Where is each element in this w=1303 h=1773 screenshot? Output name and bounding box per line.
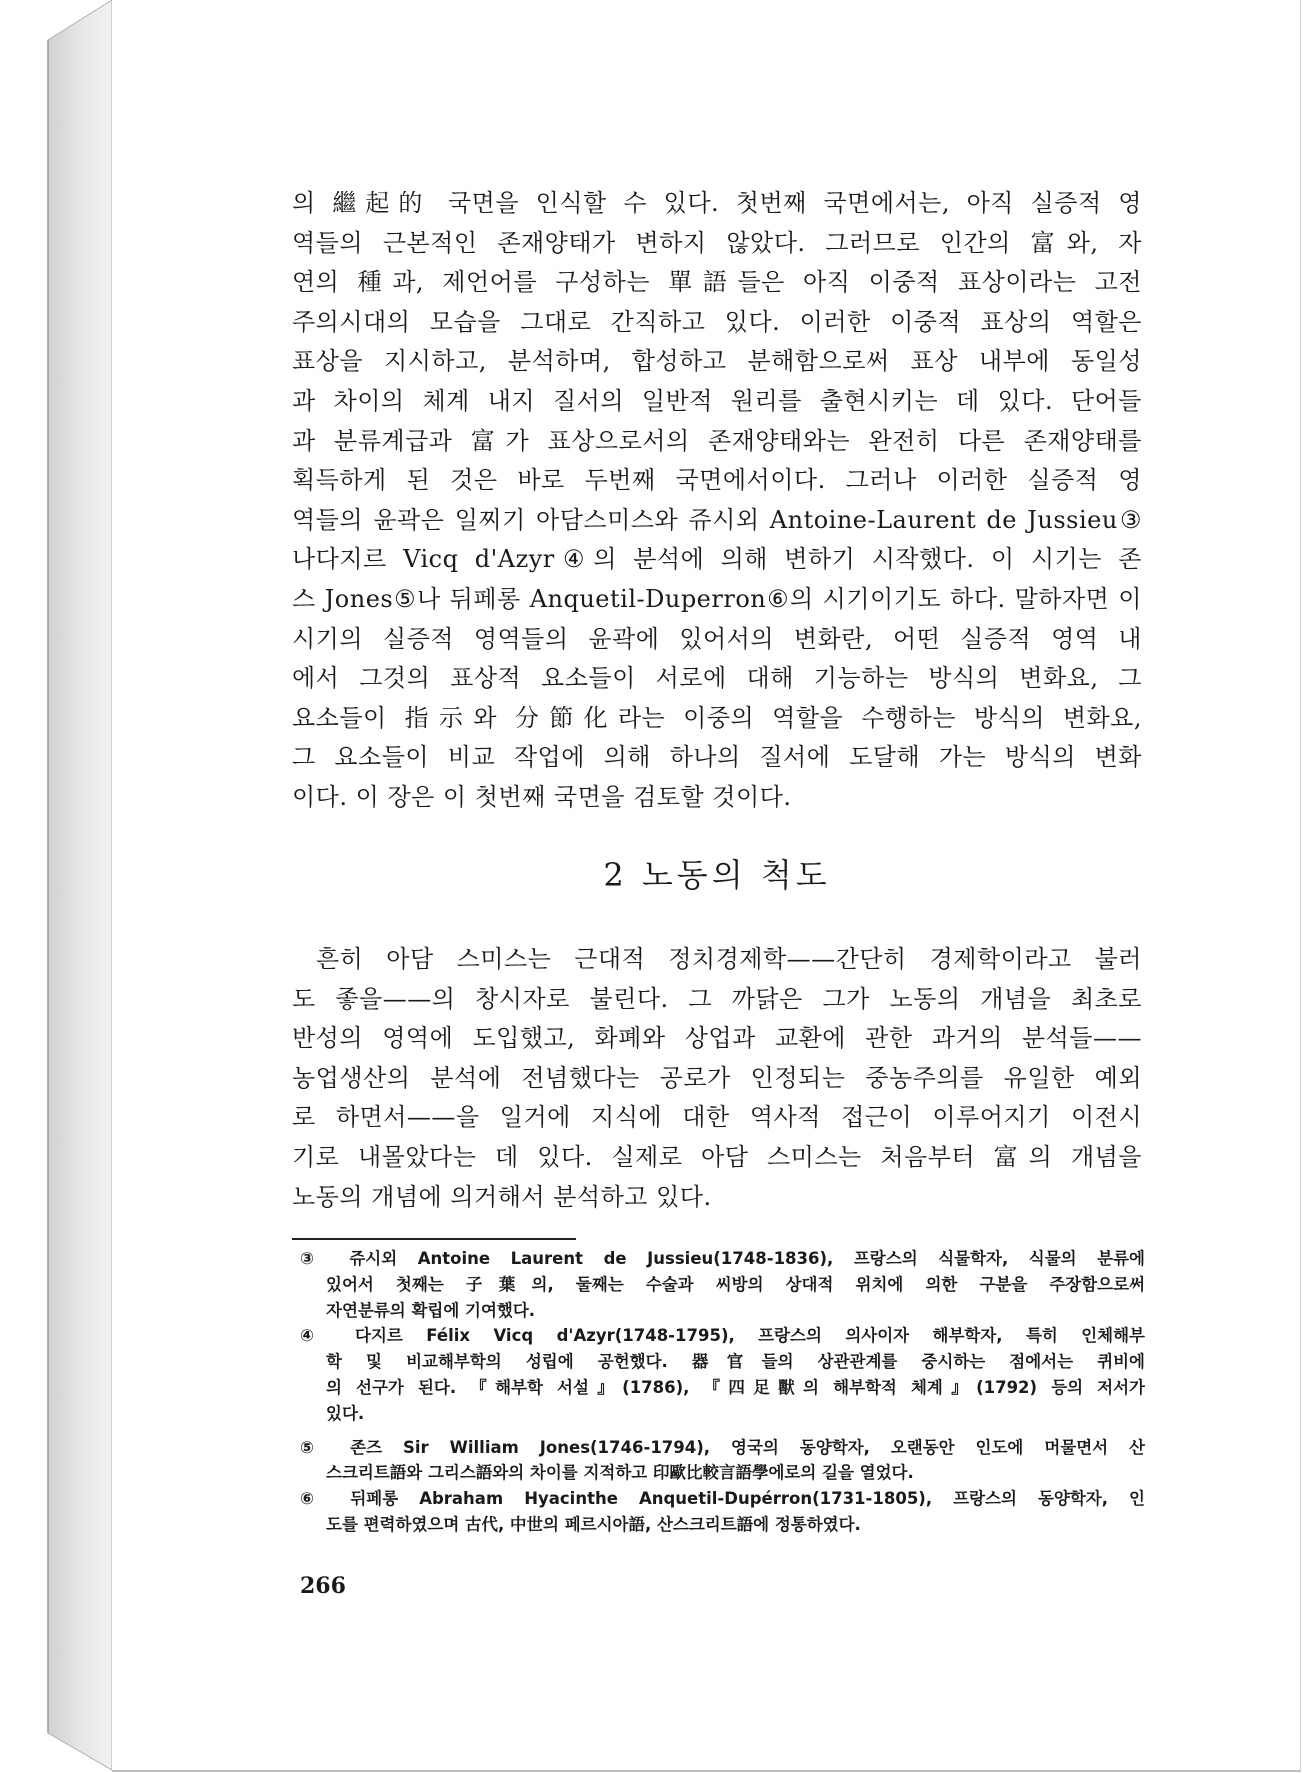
text-line: 주의시대의 모습을 그대로 간직하고 있다. 이러한 이중적 표상의 역할은 — [292, 307, 1142, 336]
section-heading: 2 노동의 척도 — [603, 856, 831, 894]
text-line: 흔히 아담 스미스는 근대적 정치경제학——간단히 경제학이라고 불러 — [316, 945, 1142, 973]
footnote-line: 도를 편력하였으며 古代, 中世의 페르시아語, 산스크리트語에 정통하였다. — [326, 1514, 861, 1534]
text-line: 역들의 근본적인 존재양태가 변하지 않았다. 그러므로 인간의 富와, 자 — [292, 228, 1142, 257]
footnote-3 — [300, 1246, 1145, 1323]
footnote-line: ⑥ 뒤페롱 Abraham Hyacinthe Anquetil-Dupérron(1731-1805), 프랑스의 동양학자, 인 — [300, 1489, 1145, 1509]
text-line: 농업생산의 분석에 전념했다는 공로가 인정되는 중농주의를 유일한 예외 — [292, 1063, 1142, 1092]
footnote-line: ③ 쥬시외 Antoine Laurent de Jussieu(1748-1836), 프랑스의 식물학자, 식물의 분류에 — [300, 1249, 1145, 1268]
text-line: 기로 내몰았다는 데 있다. 실제로 아담 스미스는 처음부터 富의 개념을 — [292, 1142, 1142, 1171]
text-line: 노동의 개념에 의거해서 분석하고 있다. — [292, 1182, 712, 1211]
text-line: 의 繼起的 국면을 인식할 수 있다. 첫번째 국면에서는, 아직 실증적 영 — [292, 189, 1142, 217]
text-line: 반성의 영역에 도입했고, 화폐와 상업과 교환에 관한 과거의 분석들—— — [292, 1024, 1142, 1053]
text-line: 에서 그것의 표상적 요소들이 서로에 대해 기능하는 방식의 변화요, 그 — [292, 664, 1142, 693]
text-line: 연의 種과, 제언어를 구성하는 單語들은 아직 이중적 표상이라는 고전 — [292, 268, 1142, 297]
footnote-line: 있어서 첫째는 子葉의, 둘째는 수술과 씨방의 상대적 위치에 의한 구분을 주장함으로써 — [326, 1274, 1145, 1294]
footnote-line: 있다. — [326, 1403, 365, 1423]
footnote-4 — [300, 1323, 1145, 1426]
body-paragraph-2 — [292, 940, 1142, 1217]
footnote-line: 스크리트語와 그리스語와의 차이를 지적하고 印歐比較言語學에로의 길을 열었다. — [326, 1463, 914, 1483]
footnote-6 — [300, 1486, 1145, 1538]
text-line: 도 좋을——의 창시자로 불린다. 그 까닭은 그가 노동의 개념을 최초로 — [292, 984, 1142, 1013]
footnote-line: 학 및 비교해부학의 성립에 공헌했다. 器官들의 상관관계를 중시하는 점에서는 퀴비에 — [326, 1352, 1145, 1372]
text-line: 시기의 실증적 영역들의 윤곽에 있어서의 변화란, 어떤 실증적 영역 내 — [292, 624, 1142, 653]
footnote-line: ⑤ 존즈 Sir William Jones(1746-1794), 영국의 동양학자, 오랜동안 인도에 머물면서 산 — [300, 1437, 1145, 1457]
text-line: 과 차이의 체계 내지 질서의 일반적 원리를 출현시키는 데 있다. 단어들 — [292, 386, 1142, 415]
footnote-5 — [300, 1435, 1145, 1487]
footnote-divider — [292, 1238, 576, 1240]
text-line: 요소들이 指示와 分節化라는 이중의 역할을 수행하는 방식의 변화요, — [292, 703, 1142, 732]
body-paragraph-1 — [292, 184, 1142, 818]
footnote-line: 자연분류의 확립에 기여했다. — [326, 1300, 536, 1320]
text-line: 나다지르 Vicq d'Azyr④의 분석에 의해 변하기 시작했다. 이 시기는 존 — [292, 545, 1142, 574]
footnote-line: 의 선구가 된다. 『해부학 서설』(1786), 『四足獸의 해부학적 체계』(1792) 등의 저서가 — [326, 1377, 1145, 1397]
footnote-line: ④ 다지르 Félix Vicq d'Azyr(1748-1795), 프랑스의 의사이자 해부학자, 특히 인체해부 — [300, 1326, 1145, 1346]
text-line: 과 분류계급과 富가 표상으로서의 존재양태와는 완전히 다른 존재양태를 — [292, 426, 1142, 455]
text-line: 획득하게 된 것은 바로 두번째 국면에서이다. 그러나 이러한 실증적 영 — [292, 466, 1142, 495]
text-line: 스 Jones⑤나 뒤페롱 Anquetil-Duperron⑥의 시기이기도 하다. 말하자면 이 — [292, 584, 1142, 613]
text-line: 역들의 윤곽은 일찌기 아담스미스와 쥬시외 Antoine-Laurent de Jussieu③ — [292, 505, 1142, 534]
text-line: 그 요소들이 비교 작업에 의해 하나의 질서에 도달해 가는 방식의 변화 — [292, 743, 1142, 772]
text-line: 이다. 이 장은 이 첫번째 국면을 검토할 것이다. — [292, 782, 792, 811]
text-line: 표상을 지시하고, 분석하며, 합성하고 분해함으로써 표상 내부에 동일성 — [292, 347, 1142, 376]
footnotes — [300, 1246, 1145, 1538]
page-number: 266 — [300, 1573, 346, 1599]
text-line: 로 하면서——을 일거에 지식에 대한 역사적 접근이 이루어지기 이전시 — [292, 1103, 1142, 1132]
